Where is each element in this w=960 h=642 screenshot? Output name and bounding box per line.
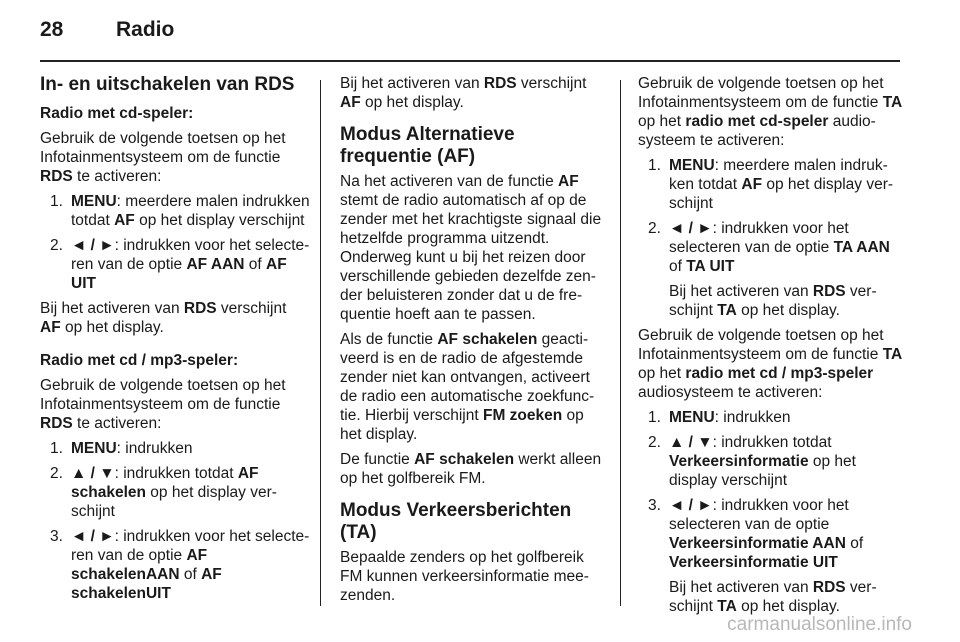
step-number: 1. — [648, 409, 661, 426]
text-run: op het display verschijnt — [669, 453, 856, 489]
page-number: 28 — [40, 18, 64, 41]
page-header — [40, 18, 174, 42]
bold-term: AF schakelen — [437, 331, 538, 348]
bold-term: RDS — [483, 75, 517, 92]
text-run: : indrukken voor het selecteren van de optie — [71, 237, 310, 273]
list-item — [638, 433, 906, 490]
header-rule — [40, 60, 900, 62]
bold-term: RDS — [812, 283, 846, 300]
step-text — [669, 219, 906, 276]
bold-term: Verkeersinformatie UIT — [669, 554, 838, 571]
text-run: verschijnt — [669, 579, 877, 615]
text-run: Bij het activeren van — [340, 75, 484, 92]
text-run: op het display. — [736, 302, 840, 319]
bold-term: MENU — [669, 409, 715, 426]
bold-term: FM zoeken — [483, 407, 563, 424]
paragraph — [40, 129, 310, 186]
bold-term: AF schakelen — [71, 465, 259, 501]
text-run: : indrukken totdat — [114, 465, 238, 482]
text-run: op het display. — [360, 94, 464, 111]
list-item — [40, 527, 310, 603]
step-text — [71, 192, 310, 230]
bold-term: AF — [741, 176, 763, 193]
text-run: audiosysteem te activeren: — [638, 384, 823, 401]
column-3 — [638, 74, 906, 622]
text-run: Bij het activeren van — [40, 300, 184, 317]
step-number: 3. — [50, 528, 63, 545]
bold-term: TA — [882, 346, 903, 363]
bold-term: ◄ / ► — [71, 528, 115, 545]
paragraph — [340, 330, 608, 444]
text-run: : indrukken — [116, 440, 193, 457]
text-run: verschijnt — [516, 75, 587, 92]
step-note — [669, 578, 906, 616]
text-run: of — [179, 566, 202, 583]
paragraph — [40, 376, 310, 433]
paragraph — [340, 172, 608, 324]
list-item — [638, 408, 906, 427]
list-item — [638, 156, 906, 213]
paragraph: Bepaalde zenders op het golfbereik FM kunnen verkeersinformatie meezenden. — [340, 549, 589, 604]
paragraph — [340, 74, 608, 112]
text-run: Gebruik de volgende toetsen op het Infotainmentsysteem om de functie — [638, 327, 884, 363]
section-heading: Modus Alternatieve frequentie (AF) — [340, 124, 515, 167]
bold-term: AF schakelenUIT — [71, 566, 222, 602]
paragraph — [340, 450, 608, 488]
text-run: Als de functie — [340, 331, 438, 348]
step-number: 2. — [648, 220, 661, 237]
step-text — [669, 433, 906, 490]
paragraph — [638, 326, 906, 402]
step-list — [40, 192, 310, 293]
section-heading: In- en uitschakelen van RDS — [40, 74, 295, 95]
step-number: 2. — [50, 237, 63, 254]
text-run: of — [669, 258, 687, 275]
bold-term: TA — [717, 302, 737, 319]
text-run: : meerdere malen indrukken totdat — [71, 193, 310, 229]
step-number: 1. — [50, 193, 63, 210]
column-1 — [40, 74, 310, 609]
list-item — [638, 219, 906, 320]
text-run: te activeren: — [72, 168, 162, 185]
text-run: geactiveerd is en de radio de afgestemde zender niet kan ontvangen, activeert de radio een automatische zoekfunctie. Hierbij verschijnt — [340, 331, 595, 424]
bold-term: MENU — [669, 157, 715, 174]
step-number: 2. — [648, 434, 661, 451]
bold-term: TA — [717, 598, 737, 615]
bold-term: TA — [882, 94, 903, 111]
text-run: verschijnt — [669, 283, 877, 319]
list-item — [638, 496, 906, 616]
bold-term: AF — [558, 173, 579, 190]
sub-heading: Radio met cd / mp3-speler: — [40, 352, 239, 369]
text-run: : indrukken voor het selecteren van de optie — [71, 528, 310, 564]
step-number: 1. — [648, 157, 661, 174]
bold-term: ◄ / ► — [71, 237, 115, 254]
text-run: op het display. — [340, 407, 584, 443]
text-run: op het — [638, 113, 686, 130]
bold-term: AF — [340, 94, 361, 111]
text-run: : indrukken voor het selecteren van de optie — [669, 497, 849, 533]
paragraph — [40, 299, 310, 337]
bold-term: RDS — [812, 579, 846, 596]
text-run: stemt de radio automatisch af op de zender met het krachtigste signaal die hetzelfde programma uitzendt. Onderweg kunt u bij het reizen door verschillende gebieden dezelfde zender beluisteren zonder dat u de frequentie hoeft aan te passen. — [340, 192, 602, 323]
step-text — [669, 496, 906, 572]
text-run: verschijnt — [216, 300, 287, 317]
bold-term: ◄ / ► — [669, 497, 713, 514]
bold-term: AF schakelen — [414, 451, 515, 468]
watermark: carmanualsonline.info — [727, 614, 912, 635]
text-run: : indrukken totdat — [712, 434, 832, 451]
bold-term: radio met cd / mp3-speler — [685, 365, 874, 382]
text-run: op het display verschijnt — [71, 484, 277, 520]
bold-term: Verkeersinformatie AAN — [669, 535, 846, 552]
text-run: op het — [638, 365, 686, 382]
list-item — [40, 464, 310, 521]
text-run: te activeren: — [72, 415, 162, 432]
list-item — [40, 236, 310, 293]
text-run: : meerdere malen indrukken totdat — [669, 157, 888, 193]
text-run: Gebruik de volgende toetsen op het Infotainmentsysteem om de functie — [40, 377, 286, 413]
text-run: of — [244, 256, 267, 273]
bold-term: TA UIT — [686, 258, 735, 275]
bold-term: MENU — [71, 440, 117, 457]
text-run: Bij het activeren van — [669, 579, 813, 596]
bold-term: radio met cd-speler — [685, 113, 829, 130]
column-2 — [340, 74, 608, 611]
step-list — [40, 439, 310, 603]
text-run: op het display verschijnt — [134, 212, 305, 229]
list-item — [40, 439, 310, 458]
text-run: op het display. — [60, 319, 164, 336]
column-divider — [320, 80, 321, 606]
bold-term: MENU — [71, 193, 117, 210]
text-run: : indrukken voor het selecteren van de optie — [669, 220, 849, 256]
step-text — [71, 236, 310, 293]
step-text — [71, 464, 310, 521]
text-run: Gebruik de volgende toetsen op het Infotainmentsysteem om de functie — [40, 130, 286, 166]
bold-term: AF UIT — [71, 256, 287, 292]
paragraph — [638, 74, 906, 150]
list-item — [40, 192, 310, 230]
bold-term: RDS — [40, 415, 73, 432]
step-number: 1. — [50, 440, 63, 457]
sub-heading: Radio met cd-speler: — [40, 105, 194, 122]
section-heading: Modus Verkeersberichten (TA) — [340, 500, 572, 543]
step-number: 2. — [50, 465, 63, 482]
bold-term: RDS — [183, 300, 217, 317]
step-number: 3. — [648, 497, 661, 514]
step-list — [638, 408, 906, 616]
text-run: op het display. — [736, 598, 840, 615]
text-run: of — [845, 535, 864, 552]
text-run: werkt alleen op het golfbereik FM. — [340, 451, 602, 487]
page-title: Radio — [116, 18, 175, 41]
step-list — [638, 156, 906, 320]
step-text — [669, 156, 906, 213]
bold-term: AF — [114, 212, 135, 229]
bold-term: AF — [40, 319, 61, 336]
bold-term: ▲ / ▼ — [669, 434, 713, 451]
bold-term: TA AAN — [833, 239, 890, 256]
text-run: Bij het activeren van — [669, 283, 813, 300]
text-run: De functie — [340, 451, 415, 468]
text-run: Na het activeren van de functie — [340, 173, 558, 190]
text-run: op het display verschijnt — [669, 176, 894, 212]
step-note — [669, 282, 906, 320]
step-text — [71, 527, 310, 603]
text-run: : indrukken — [714, 409, 791, 426]
step-text — [669, 408, 906, 427]
bold-term: ▲ / ▼ — [71, 465, 115, 482]
bold-term: AF AAN — [186, 256, 245, 273]
column-divider — [620, 80, 621, 606]
step-text — [71, 439, 310, 458]
bold-term: RDS — [40, 168, 73, 185]
bold-term: AF schakelenAAN — [71, 547, 208, 583]
bold-term: ◄ / ► — [669, 220, 713, 237]
text-run: audiosysteem te activeren: — [638, 113, 876, 149]
text-run: Gebruik de volgende toetsen op het Infotainmentsysteem om de functie — [638, 75, 884, 111]
bold-term: Verkeersinformatie — [669, 453, 809, 470]
